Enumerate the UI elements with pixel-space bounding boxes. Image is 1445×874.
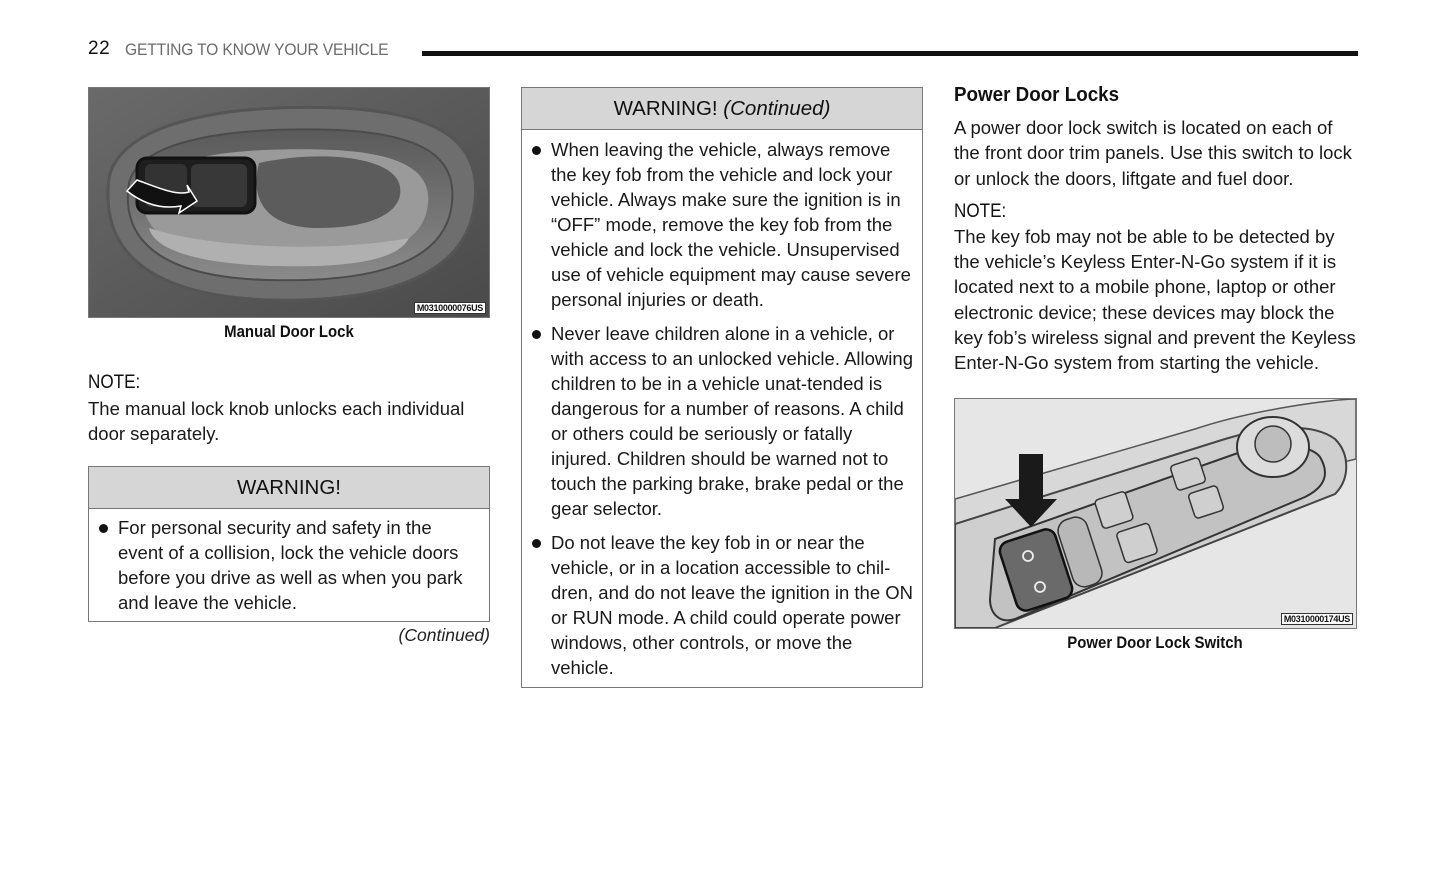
bullet-icon: [532, 330, 541, 339]
warning-item: [530, 321, 914, 521]
warning-item-text: When leaving the vehicle, always remove the key fob from the vehicle and lock your vehicle. Always make sure the ignition is in “OFF” mode, remove the key fob from the vehicle and lock the vehicle. Unsupervised use of vehicle equipment may cause severe personal injuries or death.: [551, 139, 911, 310]
continued-label: (Continued): [398, 624, 490, 645]
warning-continued-box: [521, 87, 923, 688]
warning-item-text: For personal security and safety in the event of a collision, lock the vehicle doors before you drive as well as when you park and leave the vehicle.: [118, 516, 463, 613]
bullet-icon: [532, 539, 541, 548]
warning-title-text: WARNING!: [236, 475, 341, 499]
manual-door-lock-figure: [88, 87, 490, 318]
page-number: 22: [88, 38, 111, 59]
warning-box: [88, 466, 490, 622]
bullet-icon: [99, 524, 108, 533]
warning-list: [89, 509, 489, 621]
note-label: NOTE:: [954, 200, 1007, 222]
paragraph: A power door lock switch is located on each of the front door trim panels. Use this switch to lock or unlock the doors, liftgate and fuel door.: [954, 117, 1352, 189]
page-header: [88, 38, 1358, 62]
section-heading: Power Door Locks: [954, 84, 1120, 106]
left-column: [88, 87, 490, 646]
warning-item-text: Never leave children alone in a vehicle, or with access to an unlocked vehicle. Allowing children to be in a vehicle unat-tended is dangerous for a number of reasons. A child or others could be seriously or fatally injured. Children should be warned not to touch the parking brake, brake pedal or the gear selector.: [551, 323, 913, 519]
warning-item: [530, 137, 914, 312]
header-rule: [422, 51, 1358, 56]
warning-title-text: WARNING!: [613, 97, 718, 120]
manual-door-lock-illustration: [89, 88, 489, 317]
warning-item: [97, 515, 481, 615]
power-door-lock-switch-illustration: [955, 399, 1356, 628]
figure-code: M0310000076US: [414, 302, 486, 314]
figure-caption: Power Door Lock Switch: [1067, 632, 1243, 652]
warning-item-text: Do not leave the key fob in or near the vehicle, or in a location accessible to chil-dren, and do not leave the ignition in the ON or RUN mode. A child could operate power windows, other controls, or move the vehicle.: [551, 532, 914, 678]
warning-title: [522, 88, 922, 130]
warning-list: [522, 130, 922, 687]
note-label: NOTE:: [88, 372, 141, 393]
figure-caption: Manual Door Lock: [224, 322, 354, 341]
middle-column: [521, 87, 923, 688]
figure-code: M0310000174US: [1281, 613, 1353, 625]
bullet-icon: [532, 146, 541, 155]
warning-title-suffix: (Continued): [723, 97, 831, 120]
warning-item: [530, 530, 914, 680]
warning-title: [89, 467, 489, 509]
note-text: The manual lock knob unlocks each individual door separately.: [88, 398, 465, 445]
note-text: The key fob may not be able to be detected by the vehicle’s Keyless Enter-N-Go system if it is located next to a mobile phone, laptop or other electronic device; these devices may block the key fob’s wireless signal and prevent the Keyless Enter-N-Go system from starting the vehicle.: [954, 225, 1356, 374]
power-door-lock-switch-figure: [954, 398, 1357, 629]
section-title: GETTING TO KNOW YOUR VEHICLE: [125, 40, 389, 59]
right-column: [954, 84, 1356, 653]
